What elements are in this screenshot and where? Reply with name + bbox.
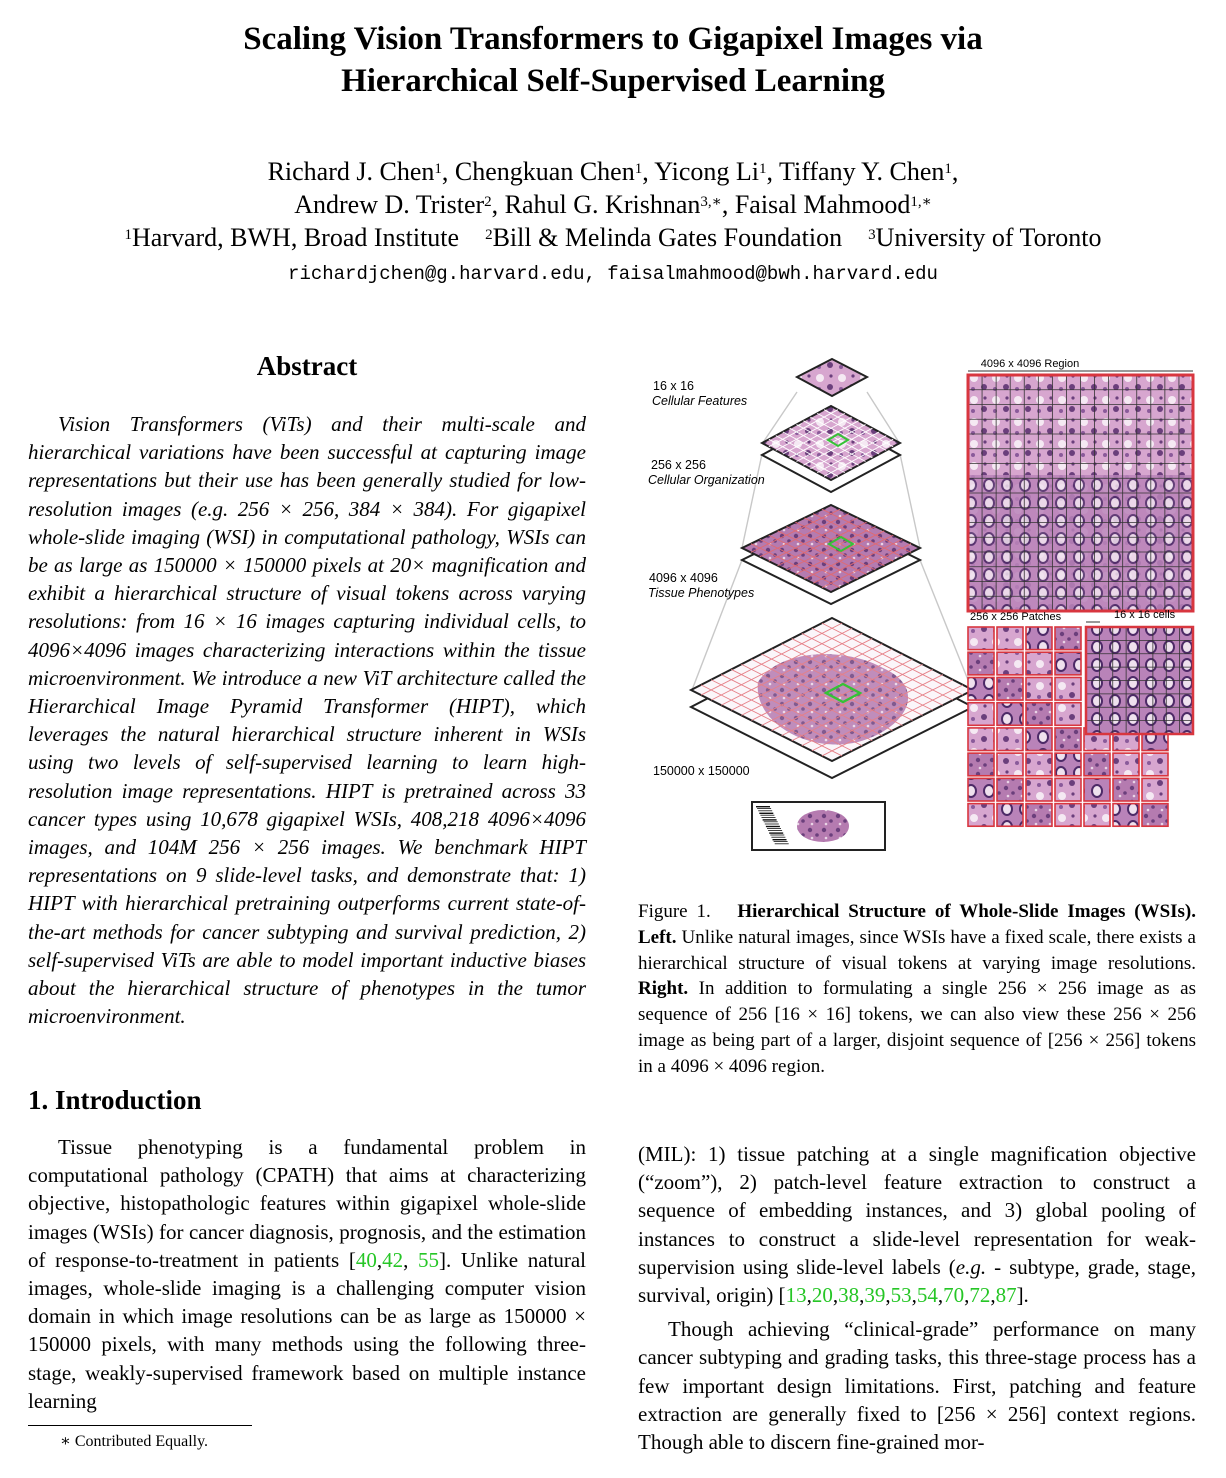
footnote: ∗ Contributed Equally. (60, 1433, 209, 1450)
author-name: Rahul G. Krishnan (504, 190, 701, 219)
patch-thumbnail (997, 652, 1023, 675)
author-sup: 1 (758, 161, 767, 177)
abstract-body (28, 410, 586, 1030)
author-sup: 1 (434, 161, 442, 177)
patch-thumbnail (968, 627, 994, 650)
patch-thumbnail (1113, 778, 1139, 801)
abstract-text: Vision Transformers (ViTs) and their multi-scale and hierarchical variations have been successful at capturing image representations but their use has been generally studied for low-resolution images (e.g. 256 × 256, 384 × 384). For gigapixel whole-slide imaging (WSI) in computational pathology, WSIs can be as large as 150000 × 150000 pixels at 20× magnification and exhibit a hierarchical structure of visual tokens across varying resolutions: from 16 × 16 images capturing individual cells, to 4096×4096 images characterizing interactions within the tissue microenvironment. We introduce a new ViT architecture called the Hierarchical Image Pyramid Transformer (HIPT), which leverages the natural hierarchical structure inherent in WSIs using two levels of self-supervised learning to learn high-resolution image representations. HIPT is pretrained across 33 cancer types using 10,678 gigapixel WSIs, 408,218 4096×4096 images, and 104M 256 × 256 images. We benchmark HIPT representations on 9 slide-level tasks, and demonstrate that: 1) HIPT with hierarchical pretraining outperforms current state-of-the-art methods for cancer subtyping and survival prediction, 2) self-supervised ViTs are able to model important inductive biases about the hierarchical structure of phenotypes in the tumor microenvironment. (28, 412, 586, 1029)
patch-thumbnail (997, 703, 1023, 726)
figure-1-caption (638, 899, 1196, 1080)
affiliation-sup: 2 (485, 227, 493, 243)
patch-thumbnail (968, 652, 994, 675)
author-emails[interactable]: richardjchen@g.harvard.edu, faisalmahmood@bwh.harvard.edu (288, 263, 938, 285)
caption-right-label: Right. (638, 978, 689, 1000)
affiliation-name: University of Toronto (875, 223, 1102, 252)
label-name-4096: Tissue Phenotypes (648, 586, 755, 600)
caption-text-2: In addition to formulating a single 256 × 256 image as as sequence of 256 [16 × 16] tokens, we can also view these 256 × 256 image as being part of a larger, disjoint sequence of [256 × 256] tokens in a 4096 × 4096 region. (638, 978, 1197, 1077)
patch-thumbnail (1055, 728, 1081, 751)
affiliation-name: Bill & Melinda Gates Foundation (492, 223, 843, 252)
caption-title: Hierarchical Structure of Whole-Slide Images (WSIs). (737, 901, 1196, 922)
patch-thumbnail (1026, 728, 1052, 751)
patch-thumbnail (968, 804, 994, 827)
citation-group: 13,20,38,39,53,54,70,72,87 (785, 1283, 1017, 1308)
affiliations (0, 221, 1226, 254)
author-sup: 1,∗ (910, 194, 932, 210)
citation-link[interactable]: 53 (890, 1283, 912, 1308)
mil-paragraph (638, 1140, 1196, 1309)
figure-1 (638, 350, 1196, 870)
caption-text-1: Unlike natural images, since WSIs have a fixed scale, there exists a hierarchical structure of visual tokens at varying image resolutions. (638, 926, 1196, 974)
abstract-heading: Abstract (256, 351, 358, 381)
pyramid-level-16 (797, 359, 867, 396)
author-line-2: Andrew D. Trister$^2$, Rahul G. Krishnan$^{3,∗}$, Faisal Mahmood$^{1,∗}$ (294, 190, 932, 219)
citation-link[interactable]: 72 (969, 1283, 991, 1308)
pyramid-level-wsi (691, 618, 973, 778)
author-list (0, 155, 1226, 221)
pyramid-level-4096 (742, 505, 920, 604)
author-name: Tiffany Y. Chen (779, 157, 945, 186)
patch-thumbnail (1026, 753, 1052, 776)
label-size-16: 16 x 16 (653, 379, 695, 393)
patch-thumbnail (1055, 627, 1081, 650)
patch-thumbnail (1026, 627, 1052, 650)
footnote-rule (28, 1425, 252, 1426)
patch-thumbnail (1084, 804, 1110, 827)
citation-link[interactable]: 38 (838, 1283, 860, 1308)
patch-thumbnail (1055, 703, 1081, 726)
caption-label: Figure 1. (638, 901, 711, 922)
mil-text-c: ]. (1016, 1283, 1029, 1308)
introduction-body (28, 1133, 586, 1415)
author-name: Chengkuan Chen (454, 157, 635, 186)
label-name-256: Cellular Organization (648, 473, 765, 487)
patches-label: 256 x 256 Patches (970, 611, 1062, 623)
patch-thumbnail (1055, 778, 1081, 801)
figure-1-graphic (638, 350, 1196, 870)
author-name: Yicong Li (654, 157, 759, 186)
author-sup: 1 (944, 161, 952, 177)
author-sup: 2 (484, 194, 492, 210)
label-size-4096: 4096 x 4096 (649, 571, 718, 585)
patch-thumbnail (997, 778, 1023, 801)
patch-thumbnail (968, 677, 994, 700)
caption-left-label: Left. (638, 926, 677, 948)
citation-link[interactable]: 39 (864, 1283, 886, 1308)
section-heading-introduction: 1. Introduction (28, 1085, 202, 1115)
author-name: Richard J. Chen (267, 157, 435, 186)
title-line-1: Scaling Vision Transformers to Gigapixel Images via (243, 21, 983, 57)
author-line-1: Richard J. Chen$^1$, Chengkuan Chen$^1$, Yicong Li$^1$, Tiffany Y. Chen$^1$, (267, 157, 959, 186)
region-label: 4096 x 4096 Region (980, 358, 1080, 370)
patch-thumbnail (997, 753, 1023, 776)
patch-thumbnail (997, 627, 1023, 650)
author-sup: 3,∗ (700, 194, 722, 210)
affiliation-sup: 1 (124, 227, 132, 243)
intro-text-a: Tissue phenotyping is a fundamental problem in computational pathology (CPATH) that aims at characterizing objective, histopathologic features within gigapixel whole-slide images (WSIs) for cancer diagnosis, prognosis, and the estimation of response-to-treatment in patients [ (28, 1135, 586, 1272)
patch-thumbnail (1142, 753, 1168, 776)
citation-link[interactable]: 42 (382, 1247, 404, 1272)
patch-thumbnail (968, 753, 994, 776)
label-name-16: Cellular Features (652, 394, 748, 408)
patch-thumbnail (1142, 804, 1168, 827)
patch-thumbnail (1113, 804, 1139, 827)
patch-thumbnail (1026, 778, 1052, 801)
patch-thumbnail (1084, 753, 1110, 776)
mil-text-a: (MIL): 1) tissue patching at a single magnification objective (“zoom”), 2) patch-level feature extraction to construct a sequence of embedding instances, and 3) global pooling of instances to construct a slide-level representation for weak-supervision using slide-level labels ( (638, 1142, 1196, 1279)
title-line-2: Hierarchical Self-Supervised Learning (341, 63, 885, 99)
citation-link[interactable]: 55 (418, 1247, 439, 1272)
pyramid-level-256 (762, 406, 900, 492)
label-size-256: 256 x 256 (651, 458, 706, 472)
citation-link[interactable]: 40 (355, 1247, 377, 1272)
cells-16-image (1086, 627, 1193, 734)
patch-thumbnail (968, 778, 994, 801)
citation-link[interactable]: 13 (785, 1283, 807, 1308)
author-sup: 1 (634, 161, 643, 177)
citation-link[interactable]: 70 (943, 1283, 965, 1308)
citation-link[interactable]: 87 (995, 1283, 1017, 1308)
mil-text-b: - subtype, grade, stage, survival, origin) [ (638, 1254, 1196, 1308)
intro-text-b: ]. Unlike natural images, whole-slide imaging is a challenging computer vision domain in which image resolutions can be as large as 150000 × 150000 pixels, with many methods using the following three-stage, weakly-supervised framework based on multiple instance learning (28, 1247, 587, 1413)
patch-thumbnail (1055, 652, 1081, 675)
mil-eg: e.g. (955, 1254, 987, 1279)
limitations-paragraph: Though achieving “clinical-grade” performance on many cancer subtyping and grading tasks, this three-stage process has a few important design limitations. First, patching and feature extraction are generally fixed to [256 × 256] context regions. Though able to discern fine-grained mor- (638, 1317, 1196, 1455)
patch-thumbnail (1026, 804, 1052, 827)
patch-thumbnail (997, 728, 1023, 751)
cells-label: 16 x 16 cells (1114, 609, 1176, 621)
right-column-body (638, 1140, 1196, 1456)
patch-thumbnail (1084, 778, 1110, 801)
patch-thumbnail (1055, 753, 1081, 776)
citation-link[interactable]: 54 (916, 1283, 938, 1308)
paper-title (0, 18, 1226, 102)
affiliation-name: Harvard, BWH, Broad Institute (131, 223, 460, 252)
patch-thumbnail (1026, 703, 1052, 726)
patch-thumbnail (1055, 677, 1081, 700)
patch-thumbnail (997, 804, 1023, 827)
affiliation-sup: 3 (868, 227, 876, 243)
patch-thumbnail (1113, 753, 1139, 776)
patch-thumbnail (1142, 778, 1168, 801)
patch-thumbnail (968, 703, 994, 726)
intro-paragraph: Tissue phenotyping is a fundamental problem in computational pathology (CPATH) that aims at characterizing objective, histopathologic features within gigapixel whole-slide images (WSIs) for cancer diagnosis, prognosis, and the estimation of response-to-treatment in patients [40,42, 55]. Unlike natural images, whole-slide imaging is a challenging computer vision domain in which image resolutions can be as large as 150000 × 150000 pixels, with many methods using the following three-stage, weakly-supervised framework based on multiple instance learning (28, 1135, 587, 1413)
patch-thumbnail (997, 677, 1023, 700)
patch-thumbnail (968, 728, 994, 751)
patch-thumbnail (1026, 652, 1052, 675)
author-name: Andrew D. Trister (294, 190, 485, 219)
region-4096-image (968, 375, 1193, 611)
citation-link[interactable]: 20 (811, 1283, 833, 1308)
patch-thumbnail (1055, 804, 1081, 827)
glass-slide-icon (752, 802, 885, 850)
patch-thumbnail (1026, 677, 1052, 700)
label-size-wsi: 150000 x 150000 (653, 764, 750, 778)
author-name: Faisal Mahmood (734, 190, 911, 219)
